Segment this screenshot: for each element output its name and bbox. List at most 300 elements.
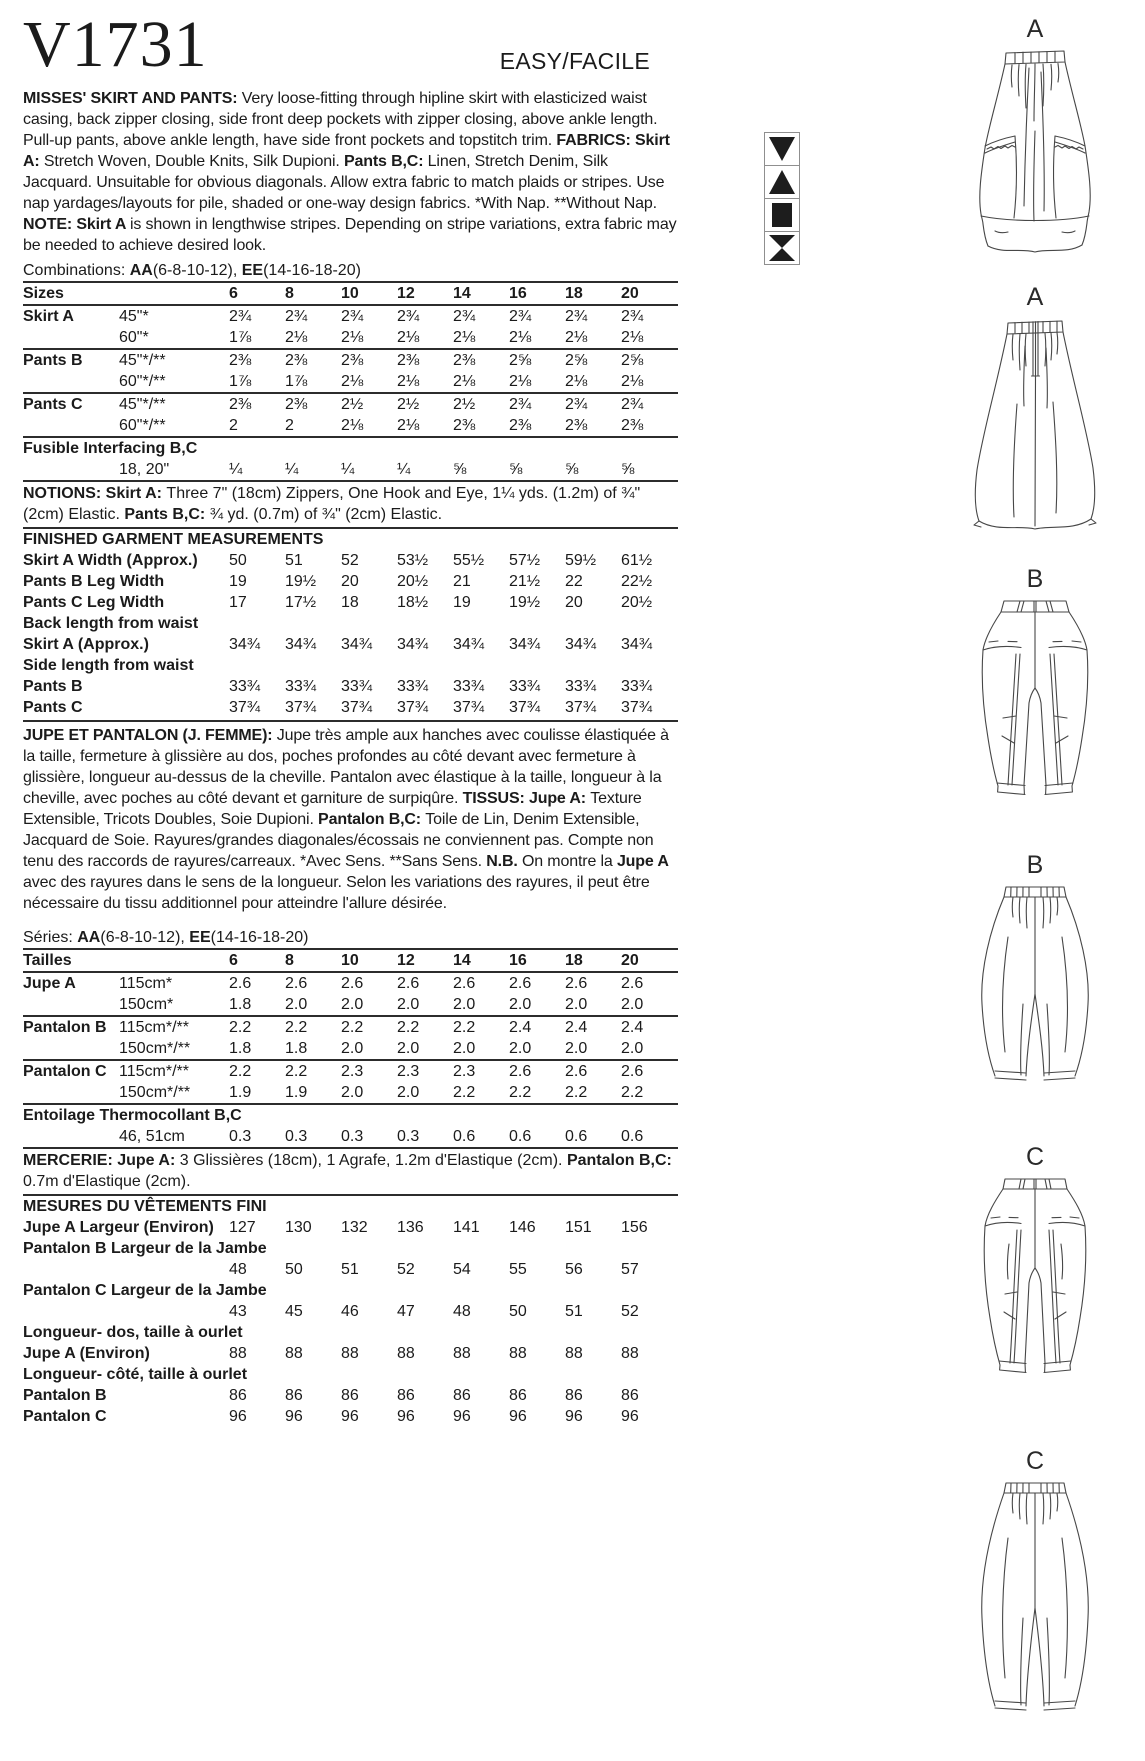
yardage-value: 2⅝ <box>509 352 532 369</box>
yardage-value: 0.3 <box>229 1128 252 1145</box>
yardage-value: 2⅛ <box>285 329 308 346</box>
yardage-value: 2¾ <box>509 396 532 413</box>
difficulty-level: EASY/FACILE <box>499 48 650 74</box>
measure-value: 19½ <box>509 594 541 611</box>
measure-value: 54 <box>453 1261 471 1278</box>
row-item-label: Pants B <box>23 352 83 369</box>
yardage-value: 2.2 <box>285 1019 308 1036</box>
measure-row <box>23 550 678 571</box>
pants-b-back-drawing <box>975 882 1095 1087</box>
measure-value: 52 <box>397 1261 415 1278</box>
yardage-value: 2⅛ <box>509 329 532 346</box>
size-header-cell: 10 <box>341 285 359 302</box>
yardage-value: 2⅛ <box>565 329 588 346</box>
yardage-value: 2½ <box>397 396 420 413</box>
size-header-cell: 20 <box>621 952 639 969</box>
figure-skirt-a-back <box>925 284 1145 539</box>
yardage-value: 2⅜ <box>229 352 252 369</box>
row-item-label <box>23 459 119 480</box>
view-label: B <box>1026 851 1044 879</box>
yardage-value: 2⅛ <box>565 373 588 390</box>
row-item-label <box>23 327 119 348</box>
measure-value: 55½ <box>453 552 485 569</box>
measure-value: 34¾ <box>621 636 653 653</box>
row-width-label: 60"*/** <box>119 417 166 434</box>
measure-value: 33¾ <box>285 678 317 695</box>
size-header-cell: 8 <box>285 952 294 969</box>
measure-value: 88 <box>453 1345 471 1362</box>
yardage-value: 2.6 <box>397 975 420 992</box>
combinations-line: Combinations: AA(6-8-10-12), EE(14-16-18-20) <box>23 262 361 279</box>
yardage-value: 2⅛ <box>397 373 420 390</box>
yardage-value: 2⅜ <box>453 417 476 434</box>
yardage-value: 2.0 <box>453 1040 476 1057</box>
yardage-value: 2.0 <box>341 1040 364 1057</box>
yardage-row <box>23 1038 678 1059</box>
view-label: B <box>1026 565 1044 593</box>
measure-value: 19½ <box>285 573 317 590</box>
row-width-label: 45"*/** <box>119 396 166 413</box>
yardage-value: 2.0 <box>509 996 532 1013</box>
yardage-value: 2¾ <box>285 308 308 325</box>
measure-value: 20 <box>341 573 359 590</box>
yardage-value: 0.6 <box>621 1128 644 1145</box>
measure-value: 37¾ <box>285 699 317 716</box>
skirt-a-front-drawing <box>965 46 1105 261</box>
row-width-label: 45"*/** <box>119 352 166 369</box>
measure-row <box>23 1406 678 1427</box>
yardage-value: 2¾ <box>229 308 252 325</box>
view-label: C <box>1025 1143 1045 1171</box>
yardage-value: 2.2 <box>453 1084 476 1101</box>
yardage-value: 2.6 <box>285 975 308 992</box>
measure-value: 33¾ <box>509 678 541 695</box>
measure-value: 156 <box>621 1219 648 1236</box>
measure-value: 37¾ <box>621 699 653 716</box>
size-column-label: Sizes <box>23 285 64 302</box>
figure-pants-b-back <box>925 852 1145 1087</box>
notions-text: NOTIONS: Skirt A: Three 7" (18cm) Zippers, One Hook and Eye, 1¼ yds. (1.2m) of ¾" (2cm) Elastic. Pants B,C: ¾ yd. (0.7m) of ¾" (2cm) Elastic. <box>23 482 678 529</box>
measure-label: Pantalon B <box>23 1387 107 1404</box>
measure-value: 33¾ <box>341 678 373 695</box>
yardage-value: 2¾ <box>565 396 588 413</box>
row-width-label: 150cm* <box>119 996 174 1013</box>
row-width-label: 45"* <box>119 308 149 325</box>
measure-value: 96 <box>621 1408 639 1425</box>
measure-value: 86 <box>341 1387 359 1404</box>
description-french: JUPE ET PANTALON (J. FEMME): Jupe très ample aux hanches avec coulisse élastiquée à la taille, fermeture à glissière au dos, poches profondes au côté devant avec fermeture à glissière, longueur au-dessus de la cheville. Pantalon avec élastique à la taille, longueur à la cheville, avec poches au côté devant et garniture de surpiqûre. TISSUS: Jupe A: Texture Extensible, Tricots Doubles, Soie Dupioni. Pantalon B,C: Toile de Lin, Denim Extensible, Jacquard de Soie. Rayures/grandes diagonales/écossais ne conviennent pas. Compte non tenu des raccords de rayures/carreaux. *Avec Sens. **Sans Sens. N.B. On montre la Jupe A avec des rayures dans le sens de la longueur. Selon les variations des rayures, il peut être nécessaire du tissu additionnel pour atteindre l'allure désirée. <box>23 727 669 912</box>
measure-value: 130 <box>285 1219 312 1236</box>
measure-label: Back length from waist <box>23 615 199 632</box>
mesures-heading: MESURES DU VÊTEMENTS FINI <box>23 1198 267 1215</box>
yardage-group <box>23 1103 678 1147</box>
yardage-group <box>23 1015 678 1059</box>
size-header-cell: 16 <box>509 952 527 969</box>
yardage-value: 0.6 <box>565 1128 588 1145</box>
measure-value: 51 <box>285 552 303 569</box>
measure-value: 53½ <box>397 552 429 569</box>
measure-value: 88 <box>565 1345 583 1362</box>
yardage-row <box>23 1082 678 1103</box>
measure-value: 37¾ <box>341 699 373 716</box>
measure-label: Skirt A Width (Approx.) <box>23 552 198 569</box>
measure-label: Longueur- côté, taille à ourlet <box>23 1366 248 1383</box>
yardage-value: 2⅛ <box>621 329 644 346</box>
yardage-value: 2.2 <box>453 1019 476 1036</box>
measure-value: 20½ <box>397 573 429 590</box>
row-width-label: 18, 20" <box>119 461 170 478</box>
yardage-value: 2⅜ <box>453 352 476 369</box>
yardage-value: 0.6 <box>453 1128 476 1145</box>
yardage-value: 1⅞ <box>229 373 252 390</box>
yardage-value: 1.8 <box>229 1040 252 1057</box>
measure-label: Pants B <box>23 678 83 695</box>
measure-value: 33¾ <box>397 678 429 695</box>
yardage-value: 2.2 <box>621 1084 644 1101</box>
measure-value: 146 <box>509 1219 536 1236</box>
yardage-row <box>23 394 678 415</box>
yardage-value: ⅝ <box>565 461 579 478</box>
measure-value: 88 <box>341 1345 359 1362</box>
yardage-value: 2⅛ <box>341 417 364 434</box>
yardage-value: 1⅞ <box>285 373 308 390</box>
yardage-value: 0.3 <box>341 1128 364 1145</box>
measure-value: 86 <box>509 1387 527 1404</box>
size-header-cell: 10 <box>341 952 359 969</box>
row-width-label: 150cm*/** <box>119 1084 191 1101</box>
yardage-value: 1⅞ <box>229 329 252 346</box>
square-icon <box>764 198 800 232</box>
yardage-value: 2.0 <box>453 996 476 1013</box>
yardage-value: 2.2 <box>229 1063 252 1080</box>
yardage-value: 2.0 <box>565 996 588 1013</box>
measure-label: Pantalon C Largeur de la Jambe <box>23 1282 267 1299</box>
yardage-row <box>23 306 678 327</box>
hourglass-icon <box>764 231 800 265</box>
row-item-label <box>23 1038 119 1059</box>
spacer <box>23 1259 229 1280</box>
yardage-row <box>23 371 678 392</box>
figure-pants-c-front <box>925 1144 1145 1384</box>
yardage-value: 2.6 <box>565 975 588 992</box>
triangle-up-icon <box>764 165 800 199</box>
row-width-label: 115cm* <box>119 975 173 992</box>
measure-value: 86 <box>453 1387 471 1404</box>
yardage-value: 2⅜ <box>341 352 364 369</box>
measure-value: 96 <box>397 1408 415 1425</box>
group-label: Entoilage Thermocollant B,C <box>23 1107 242 1124</box>
yardage-row <box>23 415 678 436</box>
yardage-value: 2.2 <box>397 1019 420 1036</box>
measure-value: 57 <box>621 1261 639 1278</box>
measure-value: 20½ <box>621 594 653 611</box>
yardage-value: 2.3 <box>453 1063 476 1080</box>
yardage-value: 2¾ <box>453 308 476 325</box>
yardage-value: 2⅜ <box>285 352 308 369</box>
measure-value: 86 <box>565 1387 583 1404</box>
yardage-value: 1.8 <box>285 1040 308 1057</box>
finished-measurements-heading: FINISHED GARMENT MEASUREMENTS <box>23 531 324 548</box>
measure-label: Skirt A (Approx.) <box>23 636 149 653</box>
yardage-row <box>23 1061 678 1082</box>
measure-value: 96 <box>509 1408 527 1425</box>
measure-value: 96 <box>453 1408 471 1425</box>
yardage-value: ⅝ <box>453 461 467 478</box>
row-item-label <box>23 371 119 392</box>
measure-label: Longueur- dos, taille à ourlet <box>23 1324 243 1341</box>
size-header-cell: 6 <box>229 285 238 302</box>
yardage-value: 2¾ <box>565 308 588 325</box>
measure-value: 132 <box>341 1219 368 1236</box>
measure-value: 33¾ <box>621 678 653 695</box>
table-header-row <box>23 950 678 973</box>
figure-skirt-a-front <box>925 16 1145 261</box>
measure-label: Jupe A (Environ) <box>23 1345 150 1362</box>
yardage-value: 2⅜ <box>621 417 644 434</box>
yardage-value: 2.0 <box>397 1040 420 1057</box>
yardage-group <box>23 306 678 348</box>
measure-row <box>23 592 678 613</box>
row-item-label: Pants C <box>23 396 83 413</box>
measure-label: Pantalon C <box>23 1408 107 1425</box>
row-item-label: Pantalon B <box>23 1019 107 1036</box>
measure-value: 34¾ <box>397 636 429 653</box>
measure-value: 55 <box>509 1261 527 1278</box>
row-item-label: Pantalon C <box>23 1063 107 1080</box>
yardage-value: 2⅜ <box>509 417 532 434</box>
size-header-cell: 6 <box>229 952 238 969</box>
measure-value: 37¾ <box>565 699 597 716</box>
yardage-value: 2⅝ <box>621 352 644 369</box>
yardage-value: 2.4 <box>509 1019 532 1036</box>
yardage-value: 2.6 <box>621 975 644 992</box>
yardage-value: 2 <box>229 417 238 434</box>
yardage-value: 2⅛ <box>621 373 644 390</box>
yardage-value: 2.0 <box>509 1040 532 1057</box>
yardage-value: ¼ <box>397 461 411 478</box>
measure-value: 96 <box>565 1408 583 1425</box>
row-item-label <box>23 994 119 1015</box>
size-header-cell: 20 <box>621 285 639 302</box>
yardage-row <box>23 994 678 1015</box>
yardage-value: 2.0 <box>285 996 308 1013</box>
measure-value: 96 <box>229 1408 247 1425</box>
yardage-value: 2⅜ <box>565 417 588 434</box>
measure-label: Pants C Leg Width <box>23 594 165 611</box>
measure-value: 47 <box>397 1303 415 1320</box>
measure-value: 50 <box>229 552 247 569</box>
yardage-value: 0.3 <box>285 1128 308 1145</box>
size-header-cell: 18 <box>565 952 583 969</box>
yardage-value: 2⅛ <box>453 373 476 390</box>
row-item-label: Jupe A <box>23 975 76 992</box>
measure-value: 61½ <box>621 552 653 569</box>
yardage-value: ¼ <box>341 461 355 478</box>
triangle-down-icon <box>764 132 800 166</box>
header-row <box>23 8 678 81</box>
measure-row <box>23 634 678 655</box>
yardage-value: 2.4 <box>621 1019 644 1036</box>
measure-value: 34¾ <box>229 636 261 653</box>
nap-symbol-strip <box>764 133 800 265</box>
row-item-label <box>23 1082 119 1103</box>
row-width-label: 150cm*/** <box>119 1040 191 1057</box>
yardage-table-english <box>23 281 678 482</box>
measure-value: 57½ <box>509 552 541 569</box>
measure-value: 86 <box>285 1387 303 1404</box>
yardage-value: 2.0 <box>397 1084 420 1101</box>
size-column-label: Tailles <box>23 952 72 969</box>
figure-pants-c-back <box>925 1448 1145 1723</box>
measure-value: 56 <box>565 1261 583 1278</box>
measure-value: 43 <box>229 1303 247 1320</box>
measure-label: Pants C <box>23 699 83 716</box>
yardage-value: 2⅛ <box>509 373 532 390</box>
view-label: A <box>1026 283 1044 311</box>
yardage-value: 2⅜ <box>397 352 420 369</box>
measure-row <box>23 1259 678 1280</box>
measure-value: 34¾ <box>509 636 541 653</box>
measure-value: 151 <box>565 1219 592 1236</box>
group-label: Fusible Interfacing B,C <box>23 440 198 457</box>
yardage-value: 2.6 <box>621 1063 644 1080</box>
row-item-label: Skirt A <box>23 308 74 325</box>
yardage-value: 2¾ <box>621 396 644 413</box>
yardage-value: 2.6 <box>565 1063 588 1080</box>
yardage-row <box>23 459 678 480</box>
row-width-label: 46, 51cm <box>119 1128 185 1145</box>
yardage-value: 2 <box>285 417 294 434</box>
text-column <box>23 0 678 1429</box>
yardage-row <box>23 327 678 348</box>
row-width-label: 115cm*/** <box>119 1019 189 1036</box>
yardage-value: 1.9 <box>229 1084 252 1101</box>
measure-value: 33¾ <box>565 678 597 695</box>
yardage-value: 2⅜ <box>229 396 252 413</box>
yardage-value: 2⅛ <box>397 329 420 346</box>
measure-value: 48 <box>453 1303 471 1320</box>
measure-value: 46 <box>341 1303 359 1320</box>
spacer <box>119 950 229 971</box>
view-label: A <box>1026 15 1044 43</box>
measure-row <box>23 676 678 697</box>
size-header-cell: 14 <box>453 285 471 302</box>
measure-value: 19 <box>229 573 247 590</box>
yardage-value: 2.6 <box>453 975 476 992</box>
measure-row <box>23 1385 678 1406</box>
yardage-value: 2⅝ <box>565 352 588 369</box>
measure-value: 34¾ <box>285 636 317 653</box>
yardage-value: 0.6 <box>509 1128 532 1145</box>
measure-value: 33¾ <box>453 678 485 695</box>
measure-row <box>23 697 678 718</box>
measure-value: 50 <box>509 1303 527 1320</box>
yardage-row <box>23 973 678 994</box>
yardage-value: 2.6 <box>229 975 252 992</box>
row-width-label: 60"* <box>119 329 149 346</box>
measure-value: 17½ <box>285 594 317 611</box>
yardage-value: 1.8 <box>229 996 252 1013</box>
yardage-value: 2.6 <box>509 1063 532 1080</box>
measure-row <box>23 1217 678 1238</box>
size-header-cell: 12 <box>397 952 415 969</box>
finished-measurements-french <box>23 1196 678 1429</box>
measure-value: 86 <box>229 1387 247 1404</box>
measure-value: 136 <box>397 1219 424 1236</box>
measure-value: 45 <box>285 1303 303 1320</box>
yardage-value: 2.2 <box>229 1019 252 1036</box>
measure-value: 22½ <box>621 573 653 590</box>
yardage-group <box>23 392 678 436</box>
yardage-group <box>23 436 678 480</box>
measure-value: 21½ <box>509 573 541 590</box>
yardage-row <box>23 350 678 371</box>
row-width-label: 60"*/** <box>119 373 166 390</box>
size-header-cell: 14 <box>453 952 471 969</box>
measure-value: 51 <box>341 1261 359 1278</box>
yardage-value: 2.0 <box>397 996 420 1013</box>
yardage-value: 2.2 <box>565 1084 588 1101</box>
spacer <box>23 1301 229 1322</box>
measure-value: 22 <box>565 573 583 590</box>
yardage-row <box>23 1017 678 1038</box>
measure-value: 21 <box>453 573 471 590</box>
yardage-value: 2½ <box>341 396 364 413</box>
measure-label: Side length from waist <box>23 657 194 674</box>
pants-b-front-drawing <box>975 596 1095 806</box>
pattern-number: V1731 <box>23 8 208 81</box>
measure-value: 88 <box>397 1345 415 1362</box>
measure-label: Pantalon B Largeur de la Jambe <box>23 1240 267 1257</box>
size-header-cell: 12 <box>397 285 415 302</box>
yardage-value: 2.4 <box>565 1019 588 1036</box>
measure-value: 34¾ <box>341 636 373 653</box>
measure-value: 96 <box>341 1408 359 1425</box>
yardage-value: 2⅜ <box>285 396 308 413</box>
measure-label: Pants B Leg Width <box>23 573 165 590</box>
measure-value: 37¾ <box>453 699 485 716</box>
description-english: MISSES' SKIRT AND PANTS: Very loose-fitting through hipline skirt with elasticized waist casing, back zipper closing, side front deep pockets with zipper closing, above ankle length. Pull-up pants, above ankle length, have side front pockets and topstitch trim. FABRICS: Skirt A: Stretch Woven, Double Knits, Silk Dupioni. Pants B,C: Linen, Stretch Denim, Silk Jacquard. Unsuitable for obvious diagonals. Allow extra fabric to match plaids or stripes. Use nap yardages/layouts for pile, shaded or one-way design fabrics. *With Nap. **Without Nap. NOTE: Skirt A is shown in lengthwise stripes. Depending on stripe variations, extra fabric may be needed to achieve desired look. <box>23 90 677 254</box>
yardage-value: 2⅛ <box>453 329 476 346</box>
measure-value: 48 <box>229 1261 247 1278</box>
measure-value: 96 <box>285 1408 303 1425</box>
mercerie-text: MERCERIE: Jupe A: 3 Glissières (18cm), 1 Agrafe, 1.2m d'Elastique (2cm). Pantalon B,C: 0.7m d'Elastique (2cm). <box>23 1149 678 1196</box>
size-header-cell: 8 <box>285 285 294 302</box>
view-label: C <box>1025 1447 1045 1475</box>
yardage-group <box>23 348 678 392</box>
yardage-value: 2.6 <box>341 975 364 992</box>
table-header-row <box>23 283 678 306</box>
row-item-label <box>23 1126 119 1147</box>
finished-measurements-rows <box>23 550 678 718</box>
yardage-value: 2½ <box>453 396 476 413</box>
measure-row <box>23 1343 678 1364</box>
pants-c-front-drawing <box>975 1174 1095 1384</box>
yardage-value: 2.3 <box>397 1063 420 1080</box>
yardage-value: 2.0 <box>341 1084 364 1101</box>
measure-value: 86 <box>397 1387 415 1404</box>
measure-value: 51 <box>565 1303 583 1320</box>
size-header-cell: 18 <box>565 285 583 302</box>
measure-value: 20 <box>565 594 583 611</box>
yardage-value: 2¾ <box>509 308 532 325</box>
measure-value: 37¾ <box>229 699 261 716</box>
yardage-value: ¼ <box>229 461 243 478</box>
spacer <box>119 283 229 304</box>
measure-value: 18½ <box>397 594 429 611</box>
measure-row <box>23 571 678 592</box>
finished-measurements-english <box>23 529 678 722</box>
